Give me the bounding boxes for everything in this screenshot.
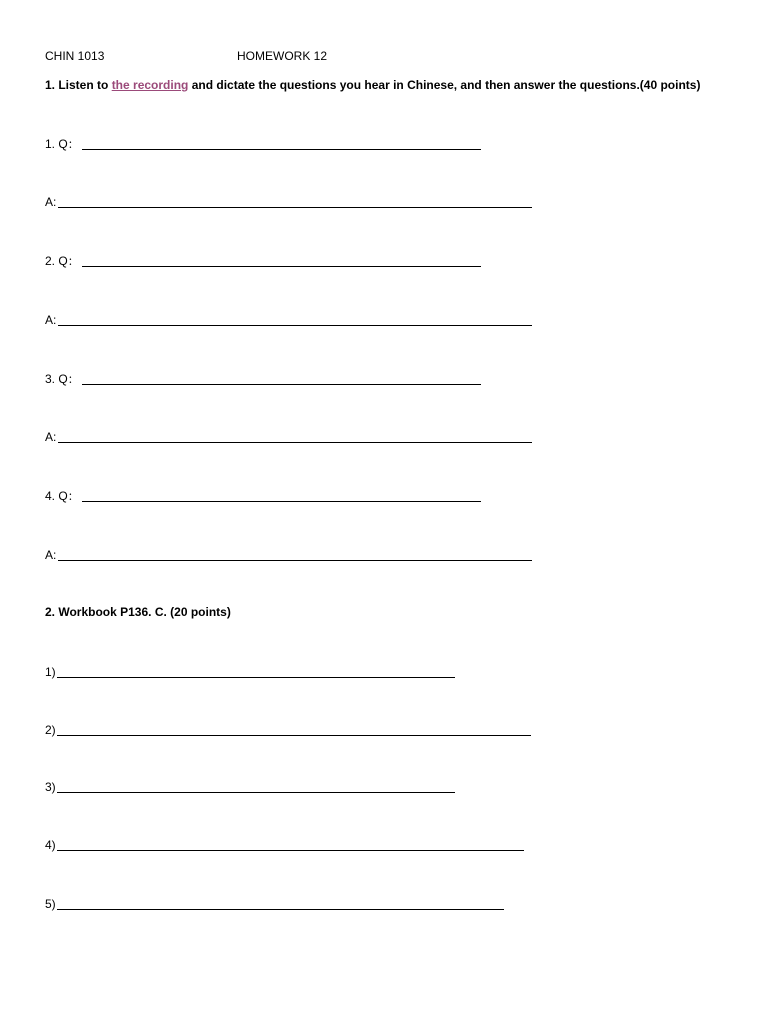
question-answer-line-3[interactable] (82, 384, 481, 385)
section2-title: 2. Workbook P136. C. (20 points) (45, 605, 231, 619)
workbook-answer-line-2[interactable] (57, 735, 531, 736)
answer-line-1[interactable] (58, 207, 532, 208)
recording-link[interactable]: the recording (111, 78, 189, 92)
instruction-prefix: 1. Listen to (45, 78, 112, 92)
workbook-item-label-1: 1) (45, 665, 56, 679)
course-code: CHIN 1013 (45, 49, 105, 63)
answer-line-3[interactable] (58, 442, 532, 443)
workbook-answer-line-4[interactable] (57, 850, 524, 851)
instruction-suffix: and dictate the questions you hear in Chinese, and then answer the questions.(40 points) (188, 78, 701, 92)
assignment-title: HOMEWORK 12 (237, 49, 328, 63)
workbook-item-label-2: 2) (45, 723, 56, 737)
workbook-item-label-3: 3) (45, 780, 56, 794)
workbook-item-label-4: 4) (45, 838, 56, 852)
question-label-3: 3. Q： (45, 372, 80, 386)
workbook-item-label-5: 5) (45, 897, 56, 911)
question-label-1: 1. Q： (45, 137, 80, 151)
question-answer-line-2[interactable] (82, 266, 481, 267)
workbook-answer-line-5[interactable] (57, 909, 504, 910)
question-label-4: 4. Q： (45, 489, 80, 503)
answer-label-1: A: (45, 195, 57, 209)
answer-line-2[interactable] (58, 325, 532, 326)
question-answer-line-4[interactable] (82, 501, 481, 502)
workbook-answer-line-3[interactable] (57, 792, 455, 793)
question-answer-line-1[interactable] (82, 149, 481, 150)
answer-line-4[interactable] (58, 560, 532, 561)
workbook-answer-line-1[interactable] (57, 677, 455, 678)
answer-label-3: A: (45, 430, 57, 444)
question-label-2: 2. Q： (45, 254, 80, 268)
answer-label-4: A: (45, 548, 57, 562)
section1-instruction (45, 78, 700, 92)
answer-label-2: A: (45, 313, 57, 327)
